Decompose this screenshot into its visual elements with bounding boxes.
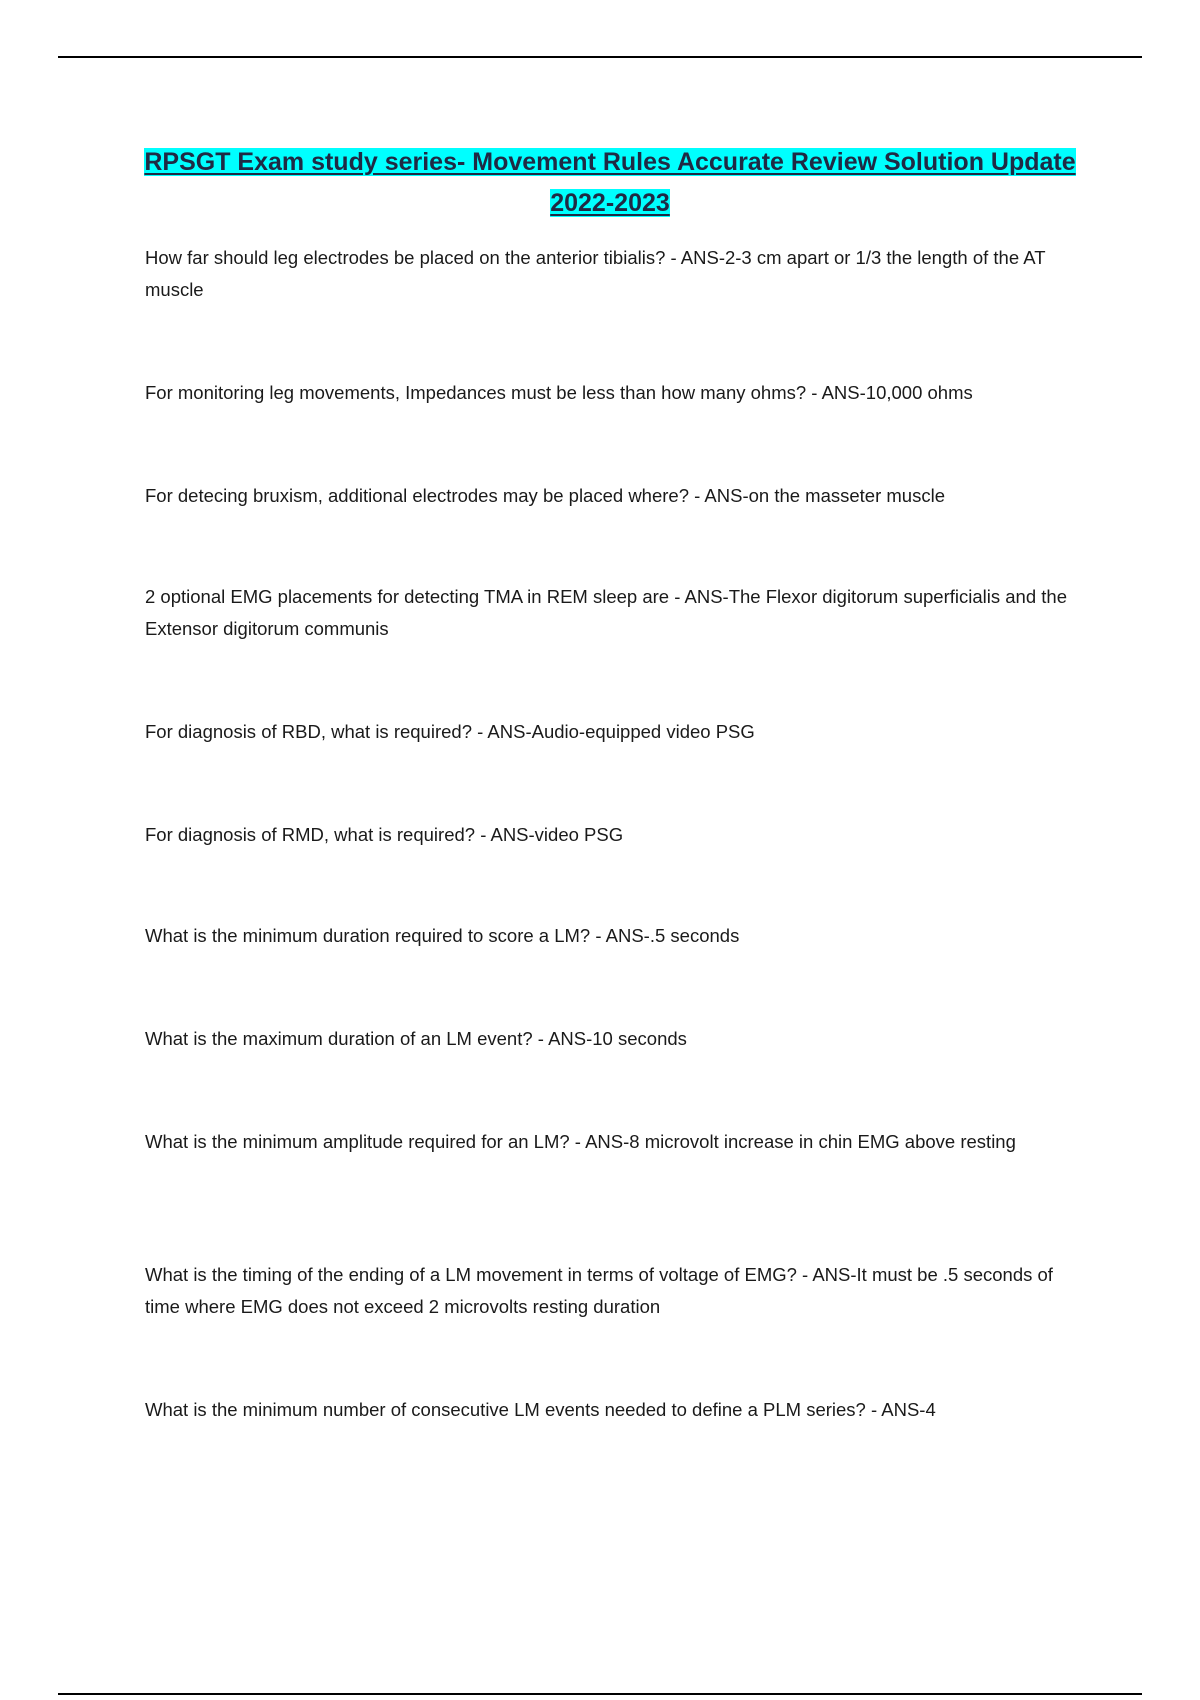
title-line-1: RPSGT Exam study series- Movement Rules Accurate Review Solution Update xyxy=(144,148,1076,176)
document-title xyxy=(140,142,1080,224)
qa-item-2: For monitoring leg movements, Impedances must be less than how many ohms? - ANS-10,000 ohms xyxy=(145,382,973,403)
qa-item-1: How far should leg electrodes be placed on the anterior tibialis? - ANS-2-3 cm apart or 1/3 the length of the AT muscle xyxy=(145,247,1046,300)
qa-item-3: For detecing bruxism, additional electrodes may be placed where? - ANS-on the masseter muscle xyxy=(145,485,945,506)
qa-item-11: What is the minimum number of consecutive LM events needed to define a PLM series? - ANS-4 xyxy=(145,1399,936,1420)
qa-item-7: What is the minimum duration required to score a LM? - ANS-.5 seconds xyxy=(145,925,740,946)
title-line-2: 2022-2023 xyxy=(550,189,670,217)
qa-item-8: What is the maximum duration of an LM event? - ANS-10 seconds xyxy=(145,1028,687,1049)
footer-rule xyxy=(58,1693,1142,1695)
qa-item-10: What is the timing of the ending of a LM movement in terms of voltage of EMG? - ANS-It must be .5 seconds of time where EMG does not exceed 2 microvolts resting duration xyxy=(145,1264,1053,1317)
qa-item-5: For diagnosis of RBD, what is required? - ANS-Audio-equipped video PSG xyxy=(145,721,755,742)
header-rule xyxy=(58,56,1142,58)
qa-item-6: For diagnosis of RMD, what is required? - ANS-video PSG xyxy=(145,824,624,845)
qa-item-9: What is the minimum amplitude required for an LM? - ANS-8 microvolt increase in chin EMG above resting xyxy=(145,1131,1016,1152)
qa-item-4: 2 optional EMG placements for detecting TMA in REM sleep are - ANS-The Flexor digitorum superficialis and the Extensor digitorum communis xyxy=(145,586,1067,639)
